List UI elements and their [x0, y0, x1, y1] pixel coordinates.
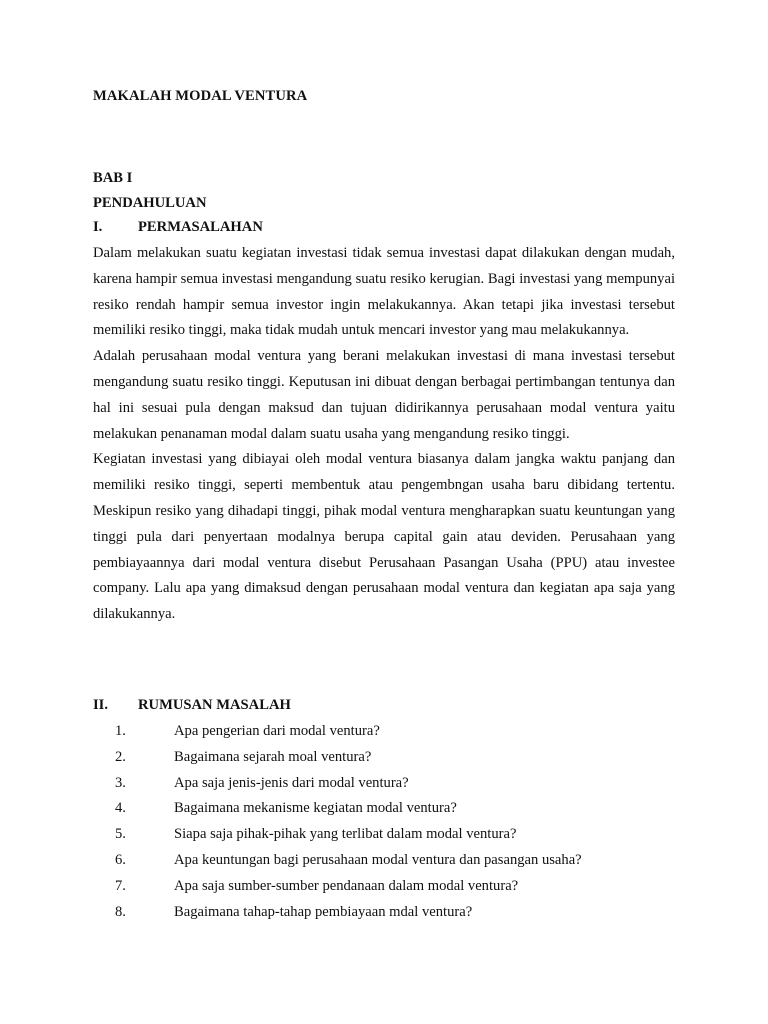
list-item [93, 745, 693, 771]
list-item-text: Apa saja jenis-jenis dari modal ventura? [174, 774, 409, 791]
list-item [93, 771, 693, 797]
list-item [93, 822, 693, 848]
list-item-number: 8. [115, 903, 126, 920]
section-number-2: II. [93, 697, 109, 713]
list-item [93, 900, 693, 926]
document-title: MAKALAH MODAL VENTURA [93, 88, 308, 104]
list-item-number: 3. [115, 774, 126, 791]
section-number-1: I. [93, 219, 103, 235]
chapter-label: BAB I [93, 170, 133, 186]
list-item-number: 2. [115, 748, 126, 765]
list-item-text: Bagaimana mekanisme kegiatan modal ventura? [174, 800, 457, 817]
list-item-number: 1. [115, 723, 126, 739]
list-item-text: Siapa saja pihak-pihak yang terlibat dalam modal ventura? [174, 826, 517, 843]
section-heading-2 [93, 697, 291, 714]
list-item [93, 719, 693, 745]
section-title-1: PERMASALAHAN [138, 219, 263, 235]
body-text [93, 241, 675, 628]
paragraph-1: Dalam melakukan suatu kegiatan investasi tidak semua investasi dapat dilakukan dengan mudah, karena hampir semua investasi mengandung suatu resiko kerugian. Bagi investasi yang mempunyai resiko rendah hampir semua investor ingin melakukannya. Akan tetapi jika investasi tersebut memiliki resiko tinggi, maka tidak mudah untuk mencari investor yang mau melakukannya. [93, 245, 675, 339]
list-item-number: 7. [115, 877, 126, 894]
list-item-number: 5. [115, 826, 126, 843]
list-item-text: Bagaimana tahap-tahap pembiayaan mdal ventura? [174, 903, 473, 920]
list-item [93, 796, 693, 822]
list-item-text: Bagaimana sejarah moal ventura? [174, 748, 372, 765]
list-item-number: 4. [115, 800, 126, 817]
paragraph-3: Kegiatan investasi yang dibiayai oleh modal ventura biasanya dalam jangka waktu panjang dan memiliki resiko tinggi, seperti membentuk atau pengembngan usaha baru dibidang tertentu. Meskipun resiko yang dihadapi tinggi, pihak modal ventura mengharapkan suatu keuntungan yang tinggi pula dari penyertaan modalnya berupa capital gain atau deviden. Perusahaan yang pembiayaannya dari modal ventura disebut Perusahaan Pasangan Usaha (PPU) atau investee company. Lalu apa yang dimaksud dengan perusahaan modal ventura dan kegiatan apa saja yang dilakukannya. [93, 451, 675, 623]
section-title-2: RUMUSAN MASALAH [138, 697, 291, 713]
chapter-name: PENDAHULUAN [93, 195, 207, 211]
list-item-text: Apa saja sumber-sumber pendanaan dalam modal ventura? [174, 877, 519, 894]
paragraph-2: Adalah perusahaan modal ventura yang berani melakukan investasi di mana investasi tersebut mengandung suatu resiko tinggi. Keputusan ini dibuat dengan berbagai pertimbangan tentunya dan hal ini sesuai pula dengan maksud dan tujuan didirikannya perusahaan modal ventura yaitu melakukan penanaman modal dalam suatu usaha yang mengandung resiko tinggi. [93, 348, 675, 442]
section-heading-1 [93, 219, 263, 236]
list-item [93, 874, 693, 900]
list-item [93, 848, 693, 874]
list-item-text: Apa keuntungan bagi perusahaan modal ventura dan pasangan usaha? [174, 851, 582, 868]
question-list [93, 719, 693, 925]
list-item-text: Apa pengerian dari modal ventura? [174, 723, 380, 739]
list-item-number: 6. [115, 851, 126, 868]
